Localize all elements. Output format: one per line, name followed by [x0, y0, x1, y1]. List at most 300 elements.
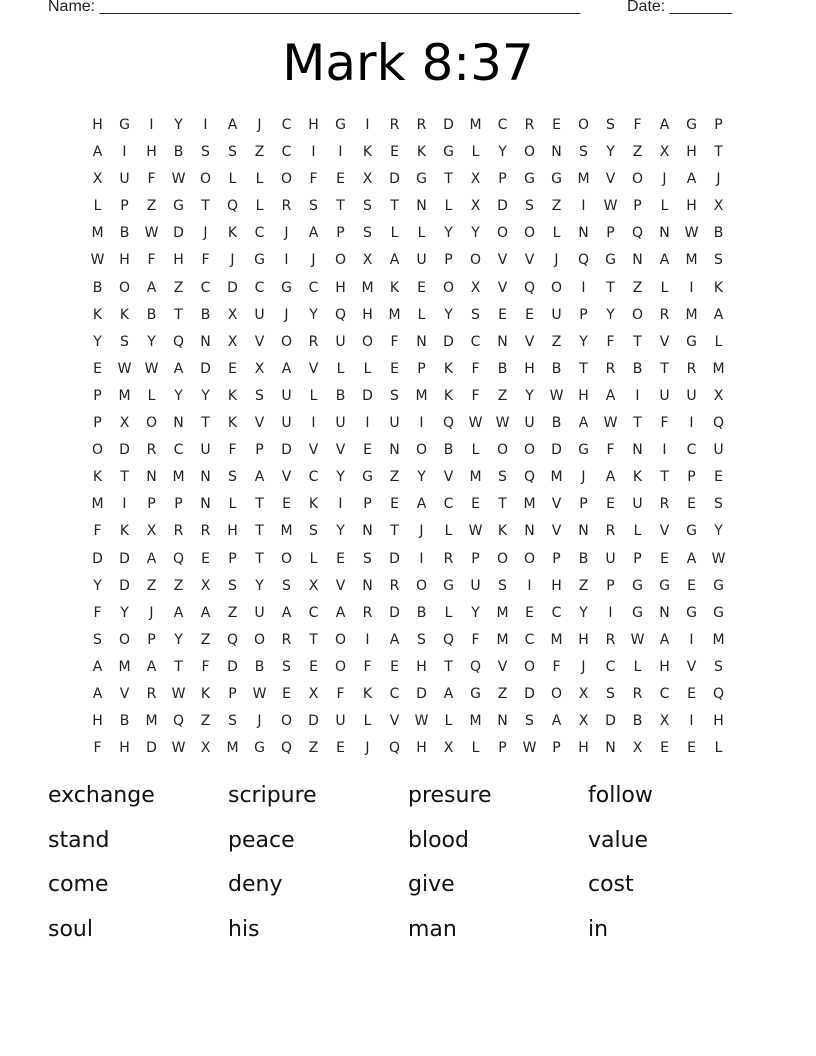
- grid-letter: O: [334, 252, 347, 269]
- grid-letter: X: [578, 713, 589, 730]
- grid-letter: K: [227, 387, 238, 404]
- grid-letter: E: [201, 550, 210, 567]
- grid-letter: K: [362, 685, 373, 702]
- grid-letter: W: [144, 360, 159, 377]
- grid-letter: H: [227, 523, 238, 540]
- grid-letter: O: [91, 442, 104, 459]
- grid-letter: O: [631, 306, 644, 323]
- grid-letter: O: [496, 442, 509, 459]
- grid-letter: H: [713, 713, 724, 730]
- grid-letter: Z: [146, 577, 157, 594]
- grid-letter: L: [309, 387, 318, 404]
- grid-letter: N: [497, 713, 508, 730]
- grid-letter: F: [390, 333, 399, 350]
- grid-letter: A: [200, 604, 211, 621]
- grid-letter: V: [254, 333, 265, 350]
- grid-letter: G: [632, 577, 643, 594]
- grid-letter: E: [390, 144, 399, 161]
- grid-letter: M: [469, 469, 482, 486]
- grid-letter: D: [524, 685, 535, 702]
- grid-letter: D: [605, 713, 616, 730]
- grid-letter: M: [226, 740, 239, 757]
- grid-letter: I: [338, 496, 343, 513]
- grid-letter: L: [147, 387, 156, 404]
- grid-letter: Y: [174, 631, 183, 648]
- grid-letter: V: [659, 333, 670, 350]
- grid-letter: A: [686, 171, 697, 188]
- grid-letter: D: [146, 740, 157, 757]
- grid-letter: T: [174, 306, 183, 323]
- grid-letter: R: [200, 523, 211, 540]
- grid-letter: K: [362, 144, 373, 161]
- grid-letter: K: [416, 144, 427, 161]
- grid-letter: O: [550, 279, 563, 296]
- grid-letter: G: [686, 604, 697, 621]
- grid-letter: X: [659, 713, 670, 730]
- grid-letter: G: [362, 469, 373, 486]
- grid-letter: Z: [497, 685, 508, 702]
- grid-letter: X: [227, 333, 238, 350]
- grid-letter: N: [200, 333, 211, 350]
- grid-letter: C: [524, 631, 535, 648]
- grid-letter: D: [281, 442, 292, 459]
- grid-letter: A: [389, 631, 400, 648]
- name-date-header: [48, 0, 748, 16]
- grid-letter: Z: [173, 577, 184, 594]
- grid-letter: K: [200, 685, 211, 702]
- grid-letter: U: [335, 713, 346, 730]
- grid-letter: Y: [174, 387, 183, 404]
- grid-letter: Q: [172, 333, 185, 350]
- grid-letter: X: [200, 577, 211, 594]
- grid-letter: N: [632, 252, 643, 269]
- grid-letter: G: [713, 604, 724, 621]
- grid-letter: B: [632, 713, 643, 730]
- grid-letter: H: [524, 360, 535, 377]
- grid-letter: F: [471, 631, 480, 648]
- grid-letter: C: [200, 279, 211, 296]
- grid-letter: E: [660, 550, 669, 567]
- grid-letter: K: [497, 523, 508, 540]
- grid-letter: O: [280, 333, 293, 350]
- grid-letter: H: [92, 117, 103, 133]
- grid-letter: O: [361, 333, 374, 350]
- grid-letter: M: [577, 171, 590, 188]
- grid-letter: O: [415, 442, 428, 459]
- grid-letter: L: [255, 171, 264, 188]
- grid-letter: K: [713, 279, 724, 296]
- grid-letter: K: [443, 360, 454, 377]
- grid-letter: N: [578, 523, 589, 540]
- grid-letter: P: [417, 360, 426, 377]
- grid-letter: Y: [606, 144, 615, 161]
- grid-letter: T: [201, 198, 210, 215]
- grid-letter: L: [390, 225, 399, 242]
- grid-letter: S: [714, 252, 723, 269]
- grid-letter: L: [444, 713, 453, 730]
- grid-letter: C: [443, 496, 454, 513]
- grid-letter: P: [498, 740, 507, 757]
- grid-letter: C: [389, 685, 400, 702]
- grid-letter: Y: [147, 333, 156, 350]
- grid-letter: O: [280, 550, 293, 567]
- grid-letter: A: [92, 685, 103, 702]
- grid-letter: Z: [551, 333, 562, 350]
- grid-letter: U: [551, 306, 562, 323]
- grid-letter: Y: [93, 577, 102, 594]
- grid-letter: M: [712, 360, 725, 377]
- grid-letter: I: [635, 387, 640, 404]
- grid-letter: K: [227, 225, 238, 242]
- grid-letter: I: [122, 496, 127, 513]
- grid-letter: S: [255, 387, 264, 404]
- grid-letter: E: [471, 496, 480, 513]
- grid-letter: R: [281, 198, 292, 215]
- grid-letter: E: [282, 496, 291, 513]
- grid-letter: M: [91, 496, 104, 513]
- grid-letter: R: [173, 523, 184, 540]
- grid-letter: B: [254, 658, 265, 675]
- grid-letter: Z: [200, 713, 211, 730]
- grid-letter: L: [444, 523, 453, 540]
- grid-letter: A: [443, 685, 454, 702]
- grid-letter: S: [525, 198, 534, 215]
- grid-letter: U: [605, 550, 616, 567]
- grid-letter: S: [309, 198, 318, 215]
- grid-letter: P: [255, 442, 264, 459]
- grid-letter: L: [417, 306, 426, 323]
- grid-letter: U: [281, 415, 292, 432]
- grid-letter: G: [335, 117, 346, 133]
- grid-letter: I: [689, 415, 694, 432]
- grid-letter: K: [389, 279, 400, 296]
- grid-letter: K: [443, 387, 454, 404]
- grid-letter: W: [495, 415, 510, 432]
- grid-letter: T: [633, 415, 642, 432]
- grid-letter: F: [633, 117, 642, 133]
- grid-letter: G: [605, 252, 616, 269]
- grid-letter: H: [119, 740, 130, 757]
- grid-letter: U: [659, 387, 670, 404]
- grid-letter: U: [281, 387, 292, 404]
- grid-letter: O: [523, 658, 536, 675]
- grid-letter: F: [471, 387, 480, 404]
- grid-letter: I: [608, 604, 613, 621]
- grid-letter: X: [308, 685, 319, 702]
- grid-letter: H: [686, 198, 697, 215]
- grid-letter: T: [633, 333, 642, 350]
- grid-letter: A: [92, 144, 103, 161]
- grid-letter: R: [659, 496, 670, 513]
- grid-letter: V: [659, 523, 670, 540]
- grid-letter: D: [200, 360, 211, 377]
- grid-letter: Z: [308, 740, 319, 757]
- grid-letter: A: [416, 496, 427, 513]
- grid-letter: C: [605, 658, 616, 675]
- grid-letter: A: [173, 360, 184, 377]
- grid-letter: K: [92, 306, 103, 323]
- grid-letter: T: [390, 198, 399, 215]
- grid-letter: I: [284, 252, 289, 269]
- grid-letter: Q: [712, 685, 725, 702]
- grid-letter: R: [605, 523, 616, 540]
- grid-letter: M: [550, 469, 563, 486]
- grid-letter: N: [416, 333, 427, 350]
- grid-letter: S: [417, 631, 426, 648]
- grid-letter: E: [714, 469, 723, 486]
- grid-letter: V: [254, 415, 265, 432]
- grid-letter: B: [335, 387, 346, 404]
- word-list-item: soul: [48, 916, 93, 942]
- grid-letter: S: [714, 658, 723, 675]
- grid-letter: Y: [606, 306, 615, 323]
- grid-letter: P: [147, 496, 156, 513]
- grid-letter: P: [633, 198, 642, 215]
- grid-letter: F: [363, 658, 372, 675]
- grid-letter: O: [550, 685, 563, 702]
- grid-letter: N: [659, 225, 670, 242]
- grid-letter: H: [416, 740, 427, 757]
- grid-letter: V: [497, 252, 508, 269]
- grid-letter: W: [603, 415, 618, 432]
- grid-letter: E: [336, 550, 345, 567]
- grid-letter: E: [390, 658, 399, 675]
- grid-letter: H: [173, 252, 184, 269]
- grid-letter: S: [498, 469, 507, 486]
- letter-grid: [84, 113, 732, 763]
- grid-letter: X: [713, 198, 724, 215]
- word-list-item: give: [408, 872, 455, 897]
- grid-letter: S: [363, 198, 372, 215]
- grid-letter: A: [659, 117, 670, 133]
- word-list-item: follow: [588, 783, 653, 808]
- grid-letter: S: [93, 631, 102, 648]
- grid-letter: N: [200, 496, 211, 513]
- grid-letter: T: [444, 658, 453, 675]
- grid-letter: C: [659, 685, 670, 702]
- grid-letter: O: [442, 279, 455, 296]
- grid-letter: P: [552, 740, 561, 757]
- grid-letter: X: [713, 387, 724, 404]
- grid-letter: T: [336, 198, 345, 215]
- grid-letter: P: [336, 225, 345, 242]
- grid-letter: Q: [631, 225, 644, 242]
- grid-letter: E: [687, 577, 696, 594]
- grid-letter: K: [119, 523, 130, 540]
- grid-letter: Q: [280, 740, 293, 757]
- grid-letter: Z: [632, 279, 643, 296]
- grid-letter: I: [689, 279, 694, 296]
- grid-letter: Y: [309, 306, 318, 323]
- grid-letter: G: [254, 252, 265, 269]
- grid-letter: Q: [442, 415, 455, 432]
- word-list-item: in: [588, 916, 609, 942]
- grid-letter: C: [281, 144, 292, 161]
- grid-letter: A: [227, 117, 238, 133]
- grid-letter: Z: [497, 387, 508, 404]
- grid-letter: Q: [226, 198, 239, 215]
- grid-letter: T: [714, 144, 723, 161]
- grid-letter: S: [363, 550, 372, 567]
- grid-letter: V: [551, 496, 562, 513]
- grid-letter: C: [470, 333, 481, 350]
- grid-letter: Q: [523, 279, 536, 296]
- grid-letter: P: [228, 685, 237, 702]
- grid-letter: P: [93, 387, 102, 404]
- grid-letter: T: [444, 171, 453, 188]
- grid-letter: R: [389, 577, 400, 594]
- grid-letter: O: [280, 171, 293, 188]
- grid-letter: E: [606, 496, 615, 513]
- grid-letter: T: [201, 415, 210, 432]
- grid-letter: U: [713, 442, 724, 459]
- word-list: [48, 776, 768, 954]
- grid-letter: M: [280, 523, 293, 540]
- grid-letter: T: [660, 469, 669, 486]
- grid-letter: E: [525, 306, 534, 323]
- grid-letter: J: [149, 604, 154, 621]
- grid-letter: D: [389, 171, 400, 188]
- grid-letter: X: [659, 144, 670, 161]
- grid-letter: Y: [579, 604, 588, 621]
- grid-letter: P: [579, 496, 588, 513]
- grid-letter: A: [281, 360, 292, 377]
- grid-letter: D: [389, 604, 400, 621]
- grid-letter: C: [308, 469, 319, 486]
- grid-letter: H: [659, 658, 670, 675]
- grid-letter: Y: [174, 117, 183, 133]
- grid-letter: D: [362, 387, 373, 404]
- grid-letter: B: [92, 279, 103, 296]
- grid-letter: Z: [551, 198, 562, 215]
- grid-letter: W: [468, 523, 483, 540]
- grid-letter: A: [713, 306, 724, 323]
- grid-letter: G: [524, 171, 535, 188]
- grid-letter: Z: [578, 577, 589, 594]
- word-list-item: scripure: [228, 783, 317, 808]
- grid-letter: I: [689, 713, 694, 730]
- grid-letter: I: [338, 144, 343, 161]
- grid-letter: U: [524, 415, 535, 432]
- grid-letter: J: [716, 171, 721, 188]
- grid-letter: A: [551, 713, 562, 730]
- grid-letter: A: [578, 415, 589, 432]
- word-list-item: man: [408, 916, 457, 942]
- grid-letter: O: [118, 279, 131, 296]
- grid-letter: B: [173, 144, 184, 161]
- grid-letter: G: [443, 577, 454, 594]
- grid-letter: R: [524, 117, 535, 133]
- grid-letter: E: [336, 171, 345, 188]
- grid-letter: E: [309, 658, 318, 675]
- grid-letter: T: [498, 496, 507, 513]
- grid-letter: L: [552, 225, 561, 242]
- grid-letter: S: [525, 713, 534, 730]
- grid-letter: T: [660, 360, 669, 377]
- grid-letter: A: [254, 469, 265, 486]
- grid-letter: S: [201, 144, 210, 161]
- grid-letter: C: [497, 117, 508, 133]
- grid-letter: P: [363, 496, 372, 513]
- grid-letter: X: [227, 306, 238, 323]
- grid-letter: B: [632, 360, 643, 377]
- grid-letter: X: [362, 171, 373, 188]
- grid-letter: H: [416, 658, 427, 675]
- grid-letter: E: [687, 496, 696, 513]
- grid-letter: C: [686, 442, 697, 459]
- grid-letter: M: [496, 604, 509, 621]
- grid-letter: T: [606, 279, 615, 296]
- grid-letter: B: [578, 550, 589, 567]
- grid-letter: N: [632, 442, 643, 459]
- grid-letter: H: [119, 252, 130, 269]
- grid-letter: P: [579, 306, 588, 323]
- grid-letter: U: [254, 306, 265, 323]
- grid-letter: N: [416, 198, 427, 215]
- grid-letter: D: [119, 442, 130, 459]
- grid-letter: K: [308, 496, 319, 513]
- grid-letter: G: [632, 604, 643, 621]
- grid-letter: F: [201, 658, 210, 675]
- grid-letter: A: [146, 550, 157, 567]
- date-field-label: Date: _______: [627, 0, 732, 15]
- grid-letter: A: [605, 387, 616, 404]
- grid-letter: X: [200, 740, 211, 757]
- grid-letter: R: [389, 117, 400, 133]
- grid-letter: Q: [442, 631, 455, 648]
- grid-letter: S: [714, 496, 723, 513]
- grid-letter: Q: [577, 252, 590, 269]
- grid-letter: H: [551, 577, 562, 594]
- grid-letter: V: [524, 333, 535, 350]
- grid-letter: G: [659, 577, 670, 594]
- grid-letter: J: [554, 252, 559, 269]
- grid-letter: A: [335, 604, 346, 621]
- grid-letter: E: [660, 740, 669, 757]
- grid-letter: I: [311, 415, 316, 432]
- grid-letter: T: [120, 469, 129, 486]
- grid-letter: B: [551, 360, 562, 377]
- grid-letter: O: [523, 225, 536, 242]
- grid-letter: P: [228, 550, 237, 567]
- grid-letter: P: [444, 252, 453, 269]
- grid-letter: Y: [498, 144, 507, 161]
- grid-letter: D: [227, 279, 238, 296]
- grid-letter: T: [309, 631, 318, 648]
- grid-letter: T: [255, 523, 264, 540]
- grid-letter: W: [144, 225, 159, 242]
- grid-letter: F: [471, 360, 480, 377]
- grid-letter: L: [444, 198, 453, 215]
- grid-letter: I: [581, 279, 586, 296]
- grid-letter: W: [630, 631, 645, 648]
- grid-letter: X: [254, 360, 265, 377]
- grid-letter: A: [92, 658, 103, 675]
- grid-letter: R: [686, 360, 697, 377]
- grid-letter: R: [362, 604, 373, 621]
- name-field-label: Name: ______________________________________________________: [48, 0, 581, 15]
- grid-letter: V: [308, 360, 319, 377]
- grid-letter: O: [523, 442, 536, 459]
- word-list-item: his: [228, 916, 260, 942]
- grid-letter: L: [417, 225, 426, 242]
- grid-letter: M: [388, 306, 401, 323]
- grid-letter: W: [549, 387, 564, 404]
- grid-letter: P: [606, 225, 615, 242]
- grid-letter: Y: [93, 333, 102, 350]
- grid-letter: B: [146, 306, 157, 323]
- grid-letter: B: [713, 225, 724, 242]
